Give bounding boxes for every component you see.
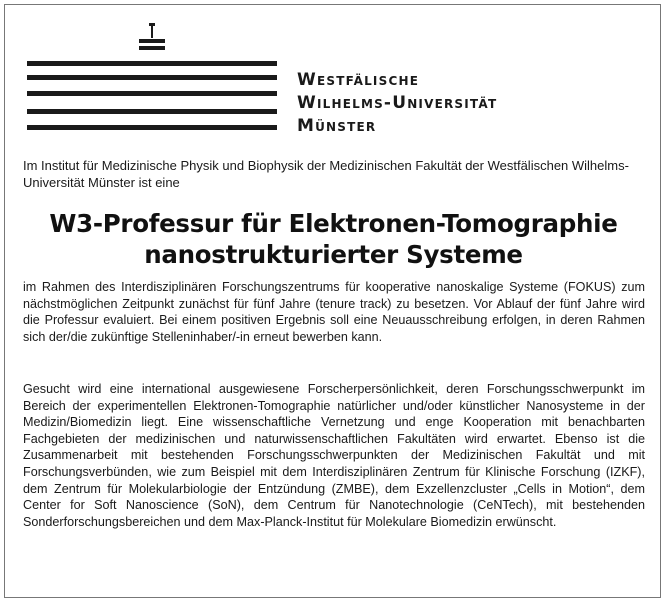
university-name: [297, 69, 497, 138]
job-advertisement: [4, 4, 661, 598]
university-name-line2: Wilhelms-Universität: [297, 93, 498, 113]
position-title: [15, 208, 652, 270]
university-name-line1: Westfälische: [297, 70, 420, 90]
university-logo: [27, 17, 587, 147]
description-paragraph-1: im Rahmen des Interdisziplinären Forschungszentrums für kooperative nanoskalige Systeme (FOKUS) zum nächstmöglichen Zeitpunkt zunächst für fünf Jahre (tenure track) zu besetzen. Vor Ablauf der fünf Jahre wird die Professur evaluiert. Bei einem positiven Ergebnis soll eine Neuausschreibung erfolgen, in deren Rahmen sich der/die zukünftige Stelleninhaber/-in erneut bewerben kann.: [23, 280, 645, 344]
position-title-line2: nanostrukturierter Systeme: [144, 240, 523, 269]
position-title-line1: W3-Professur für Elektronen-Tomographie: [49, 209, 618, 238]
description-paragraph-2: Gesucht wird eine international ausgewiesene Forscherpersönlichkeit, deren Forschungsschwerpunkt im Bereich der experimentellen Elektronen-Tomographie natürlicher und/oder künstlicher Nanosysteme in der Medizin/Biomedizin liegt. Eine wissenschaftliche Vernetzung und enge Kooperation mit benachbarten Fachgebieten der medizinischen und naturwissenschaftlichen Fakultäten wird erwartet. Ebenso ist die Zusammenarbeit mit bestehenden Forschungsschwerpunkten der Medizinischen Fakultät und mit Forschungsverbünden, wie zum Beispiel mit dem Interdisziplinären Zentrum für Klinische Forschung (IZKF), dem Zentrum für Molekularbiologie der Entzündung (ZMBE), dem Exzellenzcluster „Cells in Motion“, dem Center for Soft Nanoscience (SoN), dem Centrum für Nanotechnologie (CeNTech), mit bestehenden Sonderforschungsbereichen und dem Max-Planck-Institut für Molekulare Biomedizin erwünscht.: [23, 382, 645, 529]
intro-text: Im Institut für Medizinische Physik und Biophysik der Medizinischen Fakultät der Westfälischen Wilhelms-Universität Münster ist eine: [23, 158, 629, 190]
university-name-line3: Münster: [297, 116, 377, 136]
